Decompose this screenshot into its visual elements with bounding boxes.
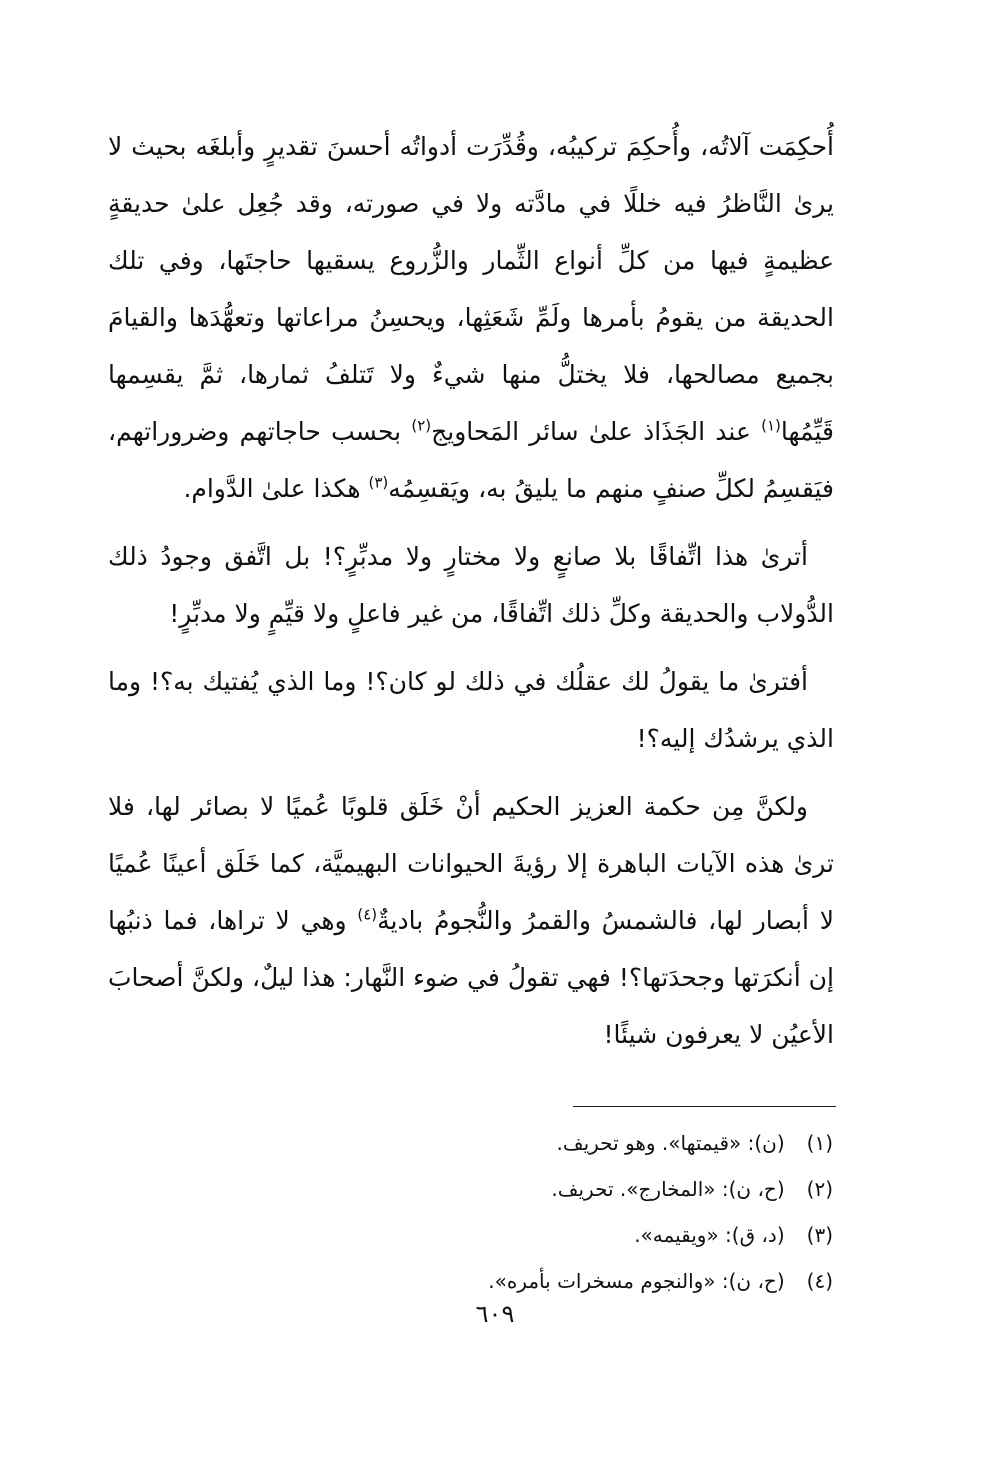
footnote-ref-2: (٢) [411,416,432,435]
footnote-ref-1: (١) [761,416,781,435]
footnote-number: (٢) [806,1177,833,1201]
footnote-number: (٤) [806,1269,833,1293]
text-run: هكذا علىٰ الدَّوام. [183,474,369,503]
footnote-1 [300,1120,833,1166]
footnote-number: (٣) [806,1223,833,1247]
footnote-3 [300,1212,833,1258]
text-run: أُحكِمَت آلاتُه، وأُحكِمَ تركيبُه، وقُدِّرَت أدواتُه أحسنَ تقديرٍ وأبلغَه بحيث لا يرىٰ النَّاظرُ فيه خللًا في مادَّته ولا في صورته، وقد جُعِل علىٰ حديقةٍ عظيمةٍ فيها من كلِّ أنواع الثِّمار والزُّروع يسقيها حاجتَها، وفي تلك الحديقة من يقومُ بأمرها ولَمِّ شَعَثِها، ويحسِنُ مراعاتها وتعهُّدَها والقيامَ بجميع مصالحها، فلا يختلُّ منها شيءٌ ولا تَتلفُ ثمارها، ثمَّ يقسِمها قَيِّمُها [108,132,834,446]
text-run: عند الجَذَاذ علىٰ سائر المَحاويج [431,417,762,446]
paragraph-2 [108,528,834,642]
footnote-ref-4: (٤) [357,905,378,924]
text-run: بحسب حاجاتهم وضروراتهم، فيَقسِمُ لكلِّ صنفٍ منهم ما يليقُ به، ويَقسِمُه [108,417,834,503]
footnote-number: (١) [806,1131,833,1155]
footnote-text: (ح، ن): «المخارج». تحريف. [551,1177,785,1201]
footnote-ref-3: (٣) [368,473,389,492]
page-number: ٦٠٩ [475,1300,515,1328]
body-text [108,118,834,1063]
text-run: وهي لا تراها، فما ذنبُها إن أنكرَتها وجحدَتها؟! فهي تقولُ في ضوء النَّهار: هذا ليلٌ، ولكنَّ أصحابَ الأعيُن لا يعرفون شيئًا! [108,906,834,1049]
paragraph-4 [108,778,834,1063]
footnote-text: (د، ق): «ويقيمه». [634,1223,785,1247]
paragraph-1 [108,118,834,517]
footnote-separator [573,1106,836,1107]
footnote-text: (ن): «قيمتها». وهو تحريف. [556,1131,785,1155]
footnote-4 [300,1258,833,1304]
footnote-text: (ح، ن): «والنجوم مسخرات بأمره». [488,1269,785,1293]
footnote-2 [300,1166,833,1212]
text-run: أترىٰ هذا اتِّفاقًا بلا صانعٍ ولا مختارٍ ولا مدبِّرٍ؟! بل اتَّفق وجودُ ذلك الدُّولاب والحديقة وكلِّ ذلك اتِّفاقًا، من غير فاعلٍ ولا قيِّمٍ ولا مدبِّرٍ! [108,542,834,628]
text-run: ولكنَّ مِن حكمة العزيز الحكيم أنْ خَلَق قلوبًا عُميًا لا بصائر لها، فلا ترىٰ هذه الآيات الباهرة إلا رؤيةَ الحيوانات البهيميَّة، كما خَلَق أعينًا عُميًا لا أبصار لها، فالشمسُ والقمرُ والنُّجومُ باديةٌ [108,792,834,935]
text-run: أفترىٰ ما يقولُ لك عقلُك في ذلك لو كان؟! وما الذي يُفتيك به؟! وما الذي يرشدُك إليه؟! [108,667,834,753]
paragraph-3 [108,653,834,767]
footnotes [300,1120,833,1304]
